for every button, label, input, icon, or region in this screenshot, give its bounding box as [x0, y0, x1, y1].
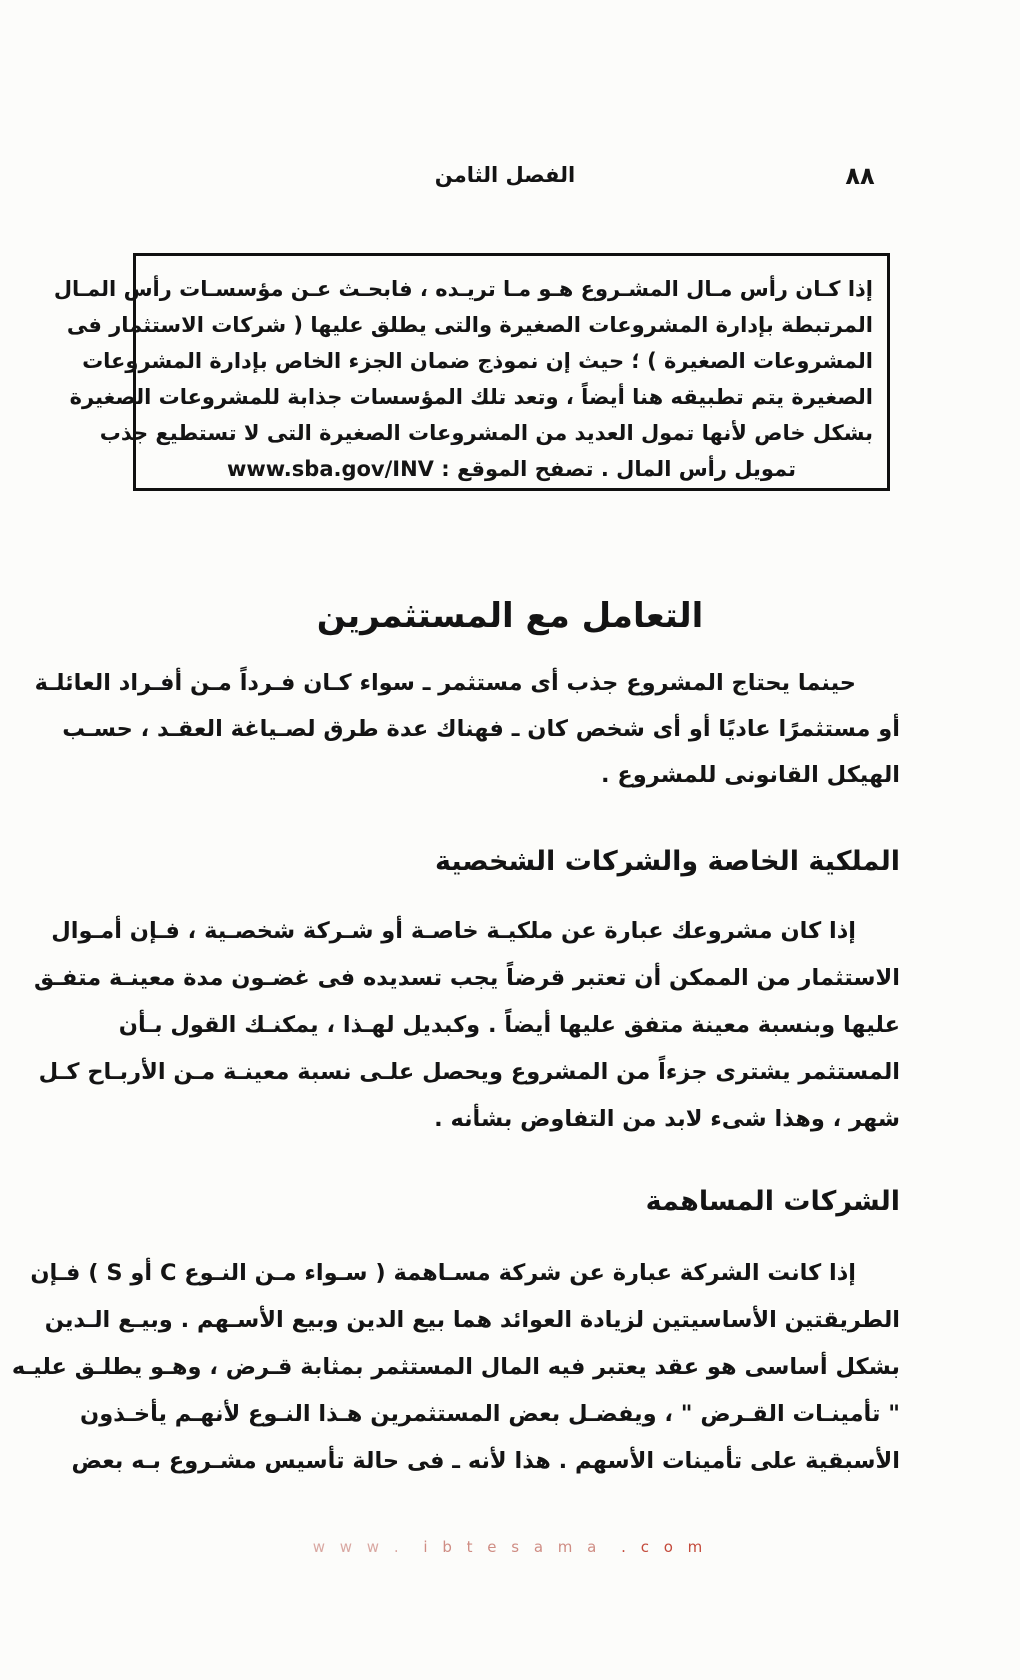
paragraph-line: المستثمر يشترى جزءاً من المشروع ويحصل علـى نسبة معينـة مـن الأربـاح كـل	[38, 1059, 900, 1085]
paragraph-line: حينما يحتاج المشروع جذب أى مستثمر ـ سواء كـان فـرداً مـن أفـراد العائلـة	[34, 670, 856, 696]
paragraph-line: " تأمينـات القـرض " ، ويفضـل بعض المستثمرين هـذا النـوع لأنهـم يأخـذون	[79, 1401, 900, 1427]
watermark-url	[0, 1538, 1020, 1556]
info-box-line: المرتبطة بإدارة المشروعات الصغيرة والتى يطلق عليها ( شركات الاستثمار فى	[66, 313, 873, 337]
info-box-line: المشروعات الصغيرة ) ؛ حيث إن نموذج ضمان الجزء الخاص بإدارة المشروعات	[82, 349, 873, 373]
paragraph-line: شهر ، وهذا شىء لابد من التفاوض بشأنه .	[434, 1106, 900, 1132]
info-box-url-line: تمويل رأس المال . تصفح الموقع : www.sba.gov/INV	[226, 457, 797, 481]
info-box-line: إذا كـان رأس مـال المشـروع هـو مـا تريـده ، فابحـث عـن مؤسسـات رأس المـال	[53, 277, 873, 301]
paragraph-line: بشكل أساسى هو عقد يعتبر فيه المال المستثمر بمثابة قـرض ، وهـو يطلـق عليـه	[11, 1354, 900, 1380]
paragraph-line: الطريقتين الأساسيتين لزيادة العوائد هما بيع الدين وبيع الأسـهم . وبيـع الـدين	[44, 1307, 900, 1333]
paragraph-line: عليها وبنسبة معينة متفق عليها أيضاً . وكبديل لهـذا ، يمكنـك القول بـأن	[118, 1012, 900, 1038]
paragraph-line: إذا كان مشروعك عبارة عن ملكيـة خاصـة أو شـركة شخصـية ، فـإن أمـوال	[51, 918, 856, 944]
private-ownership-paragraph	[33, 908, 900, 1143]
intro-paragraph	[34, 660, 900, 798]
page-number: ٨٨	[845, 162, 875, 190]
info-box-line: الصغيرة يتم تطبيقه هنا أيضاً ، وتعد تلك المؤسسات جذابة للمشروعات الصغيرة	[69, 385, 873, 409]
paragraph-line: أو مستثمرًا عاديًا أو أى شخص كان ـ فهناك عدة طرق لصـياغة العقـد ، حسـب	[62, 716, 900, 742]
section-heading-private-ownership: الملكية الخاصة والشركات الشخصية	[434, 846, 900, 877]
paragraph-line: إذا كانت الشركة عبارة عن شركة مسـاهمة ( سـواء مـن النـوع C أو S ) فـإن	[30, 1260, 856, 1286]
watermark-segment: w w w .	[312, 1538, 404, 1556]
page-title: التعامل مع المستثمرين	[316, 596, 704, 636]
info-box-line: بشكل خاص لأنها تمول العديد من المشروعات الصغيرة التى لا تستطيع جذب	[99, 421, 873, 445]
info-box	[53, 253, 890, 491]
watermark-segment: i b t e s a m a	[423, 1538, 602, 1556]
watermark-segment: . c o m	[621, 1538, 708, 1556]
joint-stock-paragraph	[11, 1250, 900, 1485]
paragraph-line: الهيكل القانونى للمشروع .	[601, 762, 900, 788]
paragraph-line: الاستثمار من الممكن أن تعتبر قرضاً يجب تسديده فى غضـون مدة معينـة متفـق	[33, 965, 900, 991]
paragraph-line: الأسبقية على تأمينات الأسهم . هذا لأنه ـ فى حالة تأسيس مشـروع بـه بعض	[71, 1448, 900, 1474]
chapter-title: الفصل الثامن	[434, 163, 576, 187]
section-heading-joint-stock: الشركات المساهمة	[645, 1186, 900, 1217]
